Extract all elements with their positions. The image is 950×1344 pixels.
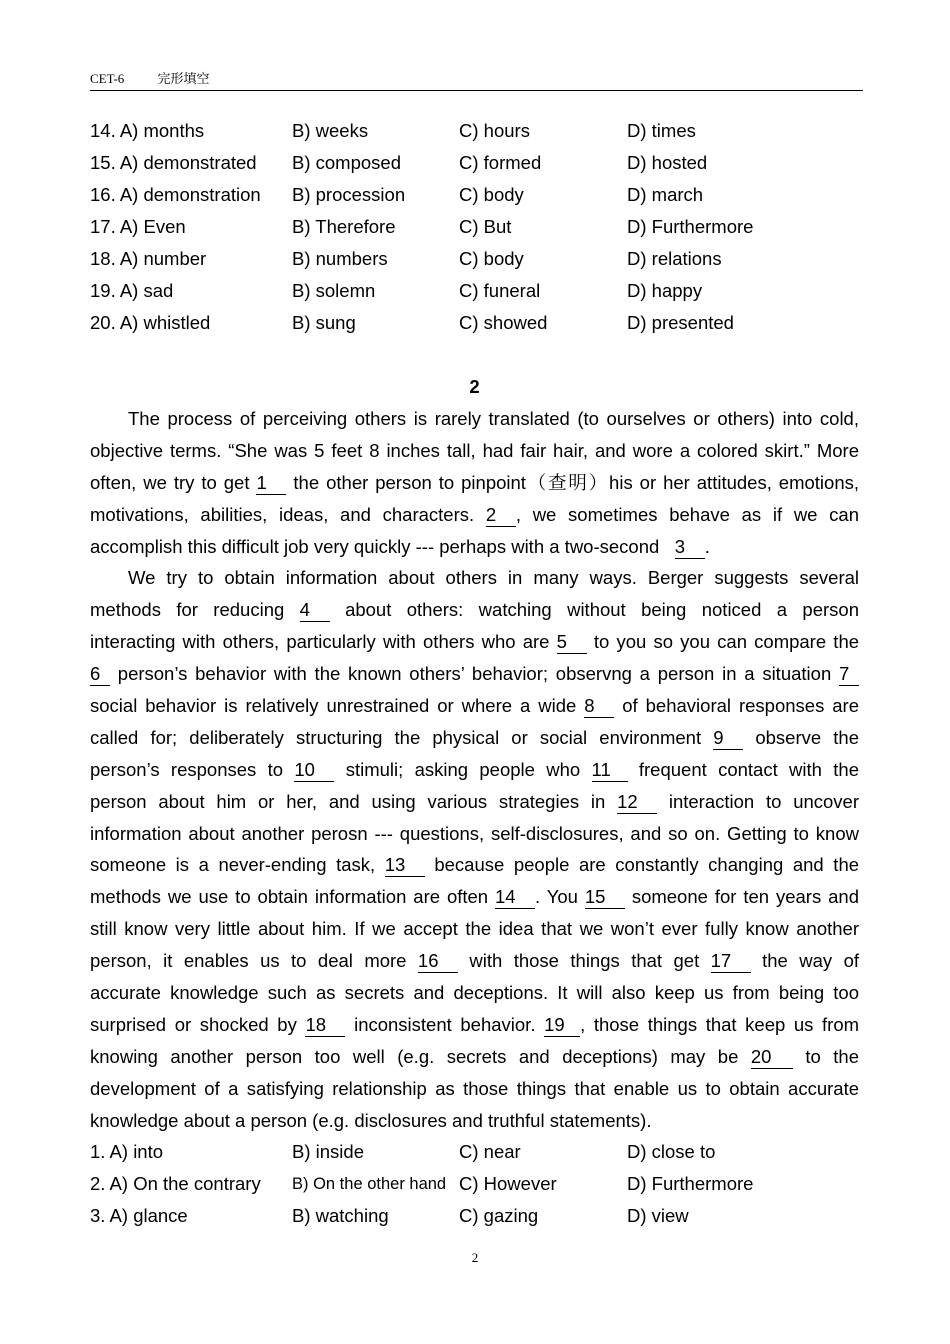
option-a: 18. A) number xyxy=(90,248,207,269)
passage-line: knowledge about a person (e.g. disclosures and truthful statements). xyxy=(90,1109,652,1131)
blank-20[interactable]: 20 xyxy=(751,1046,793,1069)
option-c: C) However xyxy=(459,1173,557,1194)
blank-12[interactable]: 12 xyxy=(617,791,657,814)
option-b: B) On the other hand xyxy=(292,1175,447,1193)
blank-3[interactable]: 3 xyxy=(675,536,705,559)
option-d: D) relations xyxy=(627,248,722,269)
passage-line: motivations, abilities, ideas, and characters. 2 , we sometimes behave as if we can xyxy=(90,503,860,525)
passage-line: objective terms. “She was 5 feet 8 inches tall, had fair hair, and wore a colored skirt.” More xyxy=(90,439,859,461)
option-c: C) gazing xyxy=(459,1205,539,1226)
option-a: 17. A) Even xyxy=(90,216,186,237)
blank-1[interactable]: 1 xyxy=(256,472,286,495)
option-c: C) body xyxy=(459,248,524,269)
option-c: C) formed xyxy=(459,152,542,173)
option-b: B) procession xyxy=(292,184,406,205)
option-c: C) But xyxy=(459,216,512,237)
blank-16[interactable]: 16 xyxy=(418,950,458,973)
page-number: 2 xyxy=(471,1250,479,1265)
passage-line: person, it enables us to deal more 16 with those things that get 17 the way of xyxy=(90,950,859,972)
page-header xyxy=(90,70,863,91)
blank-5[interactable]: 5 xyxy=(557,631,587,654)
option-b: B) weeks xyxy=(292,120,369,141)
option-a: 14. A) months xyxy=(90,120,205,141)
header-code: CET-6 xyxy=(90,71,125,86)
option-b: B) inside xyxy=(292,1141,364,1162)
option-d: D) Furthermore xyxy=(627,216,754,237)
passage-line: development of a satisfying relationship as those things that enable us to obtain accurate xyxy=(90,1077,859,1099)
passage-line: called for; deliberately structuring the physical or social environment 9 observe the xyxy=(90,726,859,748)
passage-line: person’s responses to 10 stimuli; asking people who 11 frequent contact with the xyxy=(90,758,859,780)
blank-17[interactable]: 17 xyxy=(711,950,751,973)
option-a: 1. A) into xyxy=(90,1141,164,1162)
option-c: C) funeral xyxy=(459,280,541,301)
option-d: D) presented xyxy=(627,312,734,333)
passage-line: knowing another person too well (e.g. secrets and deceptions) may be 20 to the xyxy=(90,1045,860,1067)
option-c: C) body xyxy=(459,184,524,205)
option-d: D) hosted xyxy=(627,152,708,173)
passage-line: often, we try to get 1 the other person to pinpoint（查明）his or her attitudes, emotions, xyxy=(90,471,860,493)
option-a: 19. A) sad xyxy=(90,280,174,301)
option-a: 16. A) demonstration xyxy=(90,184,261,205)
option-b: B) watching xyxy=(292,1205,389,1226)
blank-7[interactable]: 7 xyxy=(839,663,859,686)
option-a: 3. A) glance xyxy=(90,1205,188,1226)
blank-6[interactable]: 6 xyxy=(90,663,110,686)
blank-9[interactable]: 9 xyxy=(713,727,743,750)
passage-line: accomplish this difficult job very quickly --- perhaps with a two-second 3 . xyxy=(90,535,710,557)
passage-line: methods for reducing 4 about others: watching without being noticed a person xyxy=(90,599,860,621)
passage-line: surprised or shocked by 18 inconsistent behavior. 19 , those things that keep us from xyxy=(90,1013,860,1035)
blank-10[interactable]: 10 xyxy=(294,759,334,782)
blank-11[interactable]: 11 xyxy=(592,759,628,782)
option-d: D) Furthermore xyxy=(627,1173,754,1194)
passage-line: interacting with others, particularly with others who are 5 to you so you can compare the xyxy=(90,631,860,653)
blank-8[interactable]: 8 xyxy=(584,695,614,718)
blank-4[interactable]: 4 xyxy=(300,599,330,622)
passage-line: information about another perosn --- questions, self-disclosures, and so on. Getting to know xyxy=(90,822,859,844)
option-c: C) hours xyxy=(459,120,530,141)
option-c: C) showed xyxy=(459,312,548,333)
option-b: B) numbers xyxy=(292,248,388,269)
passage-line: 6 person’s behavior with the known others’ behavior; observng a person in a situation 7 xyxy=(90,658,859,690)
passage-line: We try to obtain information about others in many ways. Berger suggests several xyxy=(128,567,859,589)
option-b: B) sung xyxy=(292,312,356,333)
passage-line: The process of perceiving others is rarely translated (to ourselves or others) into cold, xyxy=(128,408,859,429)
option-d: D) march xyxy=(627,184,704,205)
blank-15[interactable]: 15 xyxy=(585,886,625,909)
option-a: 2. A) On the contrary xyxy=(90,1173,261,1194)
blank-13[interactable]: 13 xyxy=(385,854,425,877)
passage-line: accurate knowledge such as secrets and deceptions. It will also keep us from being too xyxy=(90,982,859,1004)
option-b: B) solemn xyxy=(292,280,376,301)
header-title: 完形填空 xyxy=(157,71,210,86)
blank-2[interactable]: 2 xyxy=(486,504,516,527)
blank-18[interactable]: 18 xyxy=(305,1014,345,1037)
passage-line: person about him or her, and using various strategies in 12 interaction to uncover xyxy=(90,790,860,812)
option-a: 20. A) whistled xyxy=(90,312,211,333)
passage xyxy=(90,403,859,1136)
option-d: D) times xyxy=(627,120,696,141)
passage-line: methods we use to obtain information are often 14 . You 15 someone for ten years and xyxy=(90,886,860,908)
passage-line: someone is a never-ending task, 13 because people are constantly changing and the xyxy=(90,854,860,876)
option-d: D) happy xyxy=(627,280,703,301)
option-b: B) Therefore xyxy=(292,216,396,237)
section-number: 2 xyxy=(469,376,480,397)
option-d: D) close to xyxy=(627,1141,716,1162)
passage-line: social behavior is relatively unrestrained or where a wide 8 of behavioral responses are xyxy=(90,695,860,717)
option-c: C) near xyxy=(459,1141,521,1162)
option-b: B) composed xyxy=(292,152,401,173)
blank-19[interactable]: 19 xyxy=(544,1014,580,1037)
option-a: 15. A) demonstrated xyxy=(90,152,257,173)
option-d: D) view xyxy=(627,1205,689,1226)
blank-14[interactable]: 14 xyxy=(495,886,535,909)
passage-line: still know very little about him. If we accept the idea that we won’t ever fully know another xyxy=(90,918,859,940)
